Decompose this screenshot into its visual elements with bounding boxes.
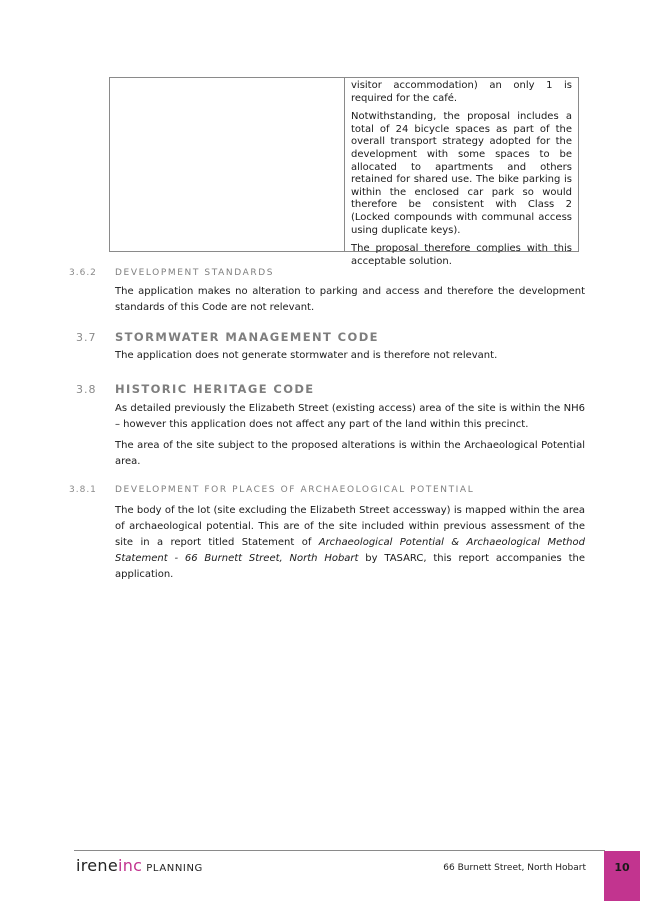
- section-number-3-8: 3.8: [76, 383, 97, 396]
- logo-planning: PLANNING: [146, 863, 203, 874]
- table-paragraph-1: visitor accommodation) an only 1 is required for the café.: [351, 80, 572, 104]
- section-number-3-6-2: 3.6.2: [69, 268, 97, 278]
- page-number: 10: [614, 861, 630, 874]
- paragraph-stormwater: The application does not generate stormwater and is therefore not relevant.: [115, 350, 498, 361]
- paragraph-heritage-1: As detailed previously the Elizabeth Street (existing access) area of the site is within the NH6 – however this application does not affect any part of the land within this precinct.: [115, 403, 585, 430]
- paragraph-text-start: The body of the lot (site excluding the Elizabeth Street accessway) is mapped within the area of archaeological potential. This are of the site included within previous assessment of the site in a report titled Statement of: [115, 505, 585, 548]
- section-title-stormwater: STORMWATER MANAGEMENT CODE: [115, 330, 379, 344]
- table-left-cell: [110, 78, 345, 251]
- section-title-development-standards: DEVELOPMENT STANDARDS: [115, 268, 275, 278]
- section-title-archaeological-potential: DEVELOPMENT FOR PLACES OF ARCHAEOLOGICAL POTENTIAL: [115, 485, 475, 495]
- footer-address: 66 Burnett Street, North Hobart: [443, 863, 586, 873]
- section-number-3-7: 3.7: [76, 331, 97, 344]
- table-paragraph-3: The proposal therefore complies with this acceptable solution.: [351, 243, 572, 267]
- footer-divider: [74, 850, 605, 851]
- paragraph-text-end: by TASARC, this report accompanies the application.: [115, 553, 585, 580]
- page-number-badge: [604, 851, 640, 901]
- logo-irene: irene: [76, 856, 118, 875]
- paragraph-heritage-2: The area of the site subject to the proposed alterations is within the Archaeological Potential area.: [115, 440, 585, 467]
- continuation-table: [109, 77, 579, 267]
- paragraph-development-standards: The application makes no alteration to parking and access and therefore the development standards of this Code are not relevant.: [115, 286, 585, 313]
- section-title-historic-heritage: HISTORIC HERITAGE CODE: [115, 382, 315, 396]
- logo-inc: inc: [118, 856, 143, 875]
- report-title-italic: Archaeological Potential & Archaeological Method Statement - 66 Burnett Street, North Hobart: [115, 537, 585, 564]
- paragraph-archaeological: [115, 503, 585, 583]
- table-right-cell: [345, 78, 578, 267]
- company-logo: [76, 856, 203, 875]
- table-paragraph-2: Notwithstanding, the proposal includes a total of 24 bicycle spaces as part of the overall transport strategy adopted for the development with some spaces to be allocated to apartments and others retained for shared use. The bike parking is within the enclosed car park so would therefore be consistent with Class 2 (Locked compounds with communal access using duplicate keys).: [351, 111, 572, 236]
- section-number-3-8-1: 3.8.1: [69, 485, 97, 495]
